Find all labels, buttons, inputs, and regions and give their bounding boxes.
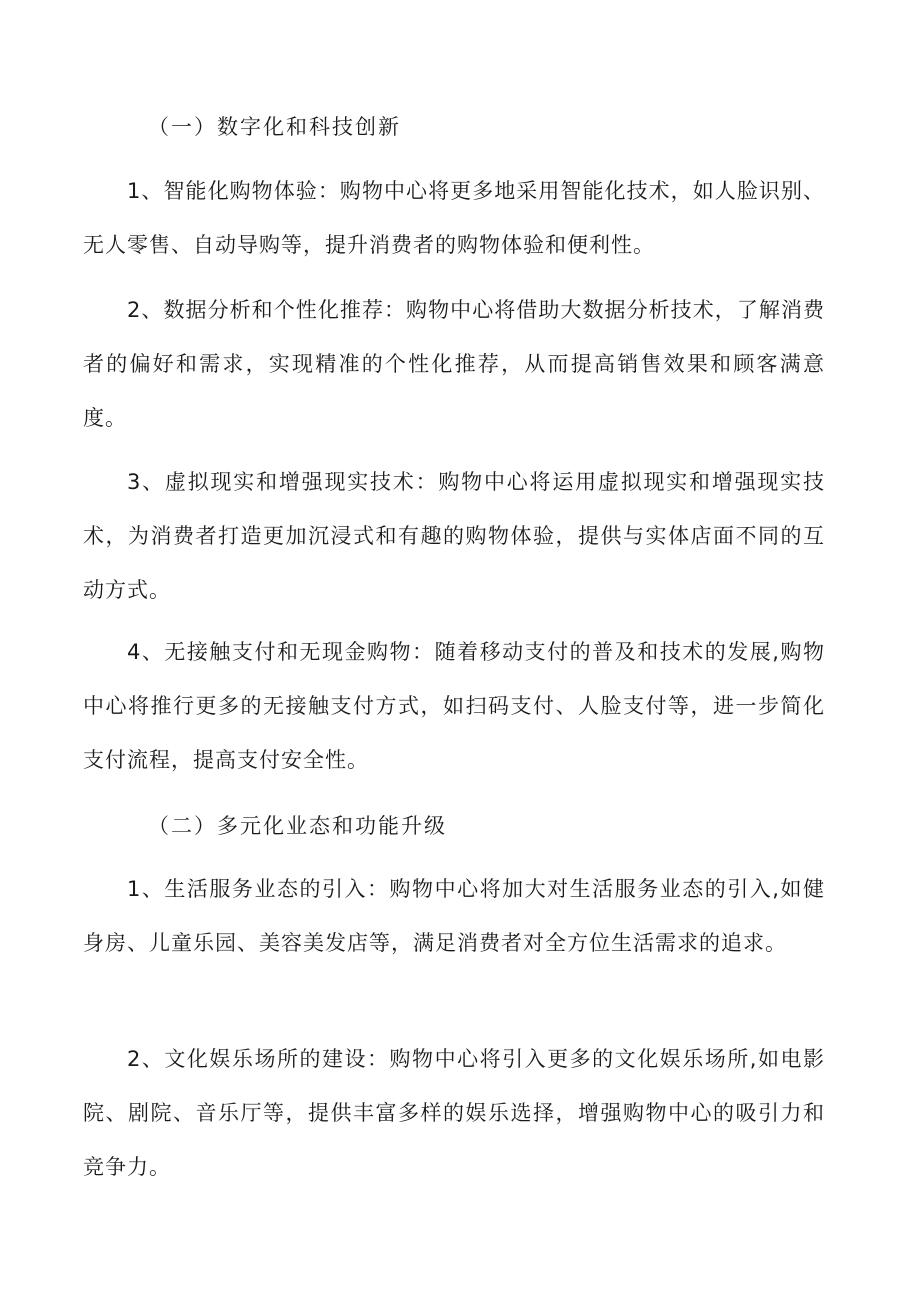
section-heading-1: （一）数字化和科技创新: [148, 115, 401, 139]
paragraph-1-4: 4、无接触支付和无现金购物：随着移动支付的普及和技术的发展,购物中心将推行更多的无接触支付方式，如扫码支付、人脸支付等，进一步简化支付流程，提高支付安全性。: [83, 640, 825, 772]
paragraph-1-3: 3、虚拟现实和增强现实技术：购物中心将运用虚拟现实和增强现实技术，为消费者打造更加沉浸式和有趣的购物体验，提供与实体店面不同的互动方式。: [83, 470, 825, 602]
paragraph-2-1: 1、生活服务业态的引入：购物中心将加大对生活服务业态的引入,如健身房、儿童乐园、美容美发店等，满足消费者对全方位生活需求的追求。: [83, 877, 825, 955]
section-heading-2: （二）多元化业态和功能升级: [148, 814, 447, 838]
paragraph-1-2: 2、数据分析和个性化推荐：购物中心将借助大数据分析技术，了解消费者的偏好和需求，实现精准的个性化推荐，从而提高销售效果和顾客满意度。: [83, 298, 825, 430]
paragraph-2-2: 2、文化娱乐场所的建设：购物中心将引入更多的文化娱乐场所,如电影院、剧院、音乐厅等，提供丰富多样的娱乐选择，增强购物中心的吸引力和竞争力。: [83, 1047, 825, 1179]
paragraph-1-1: 1、智能化购物体验：购物中心将更多地采用智能化技术，如人脸识别、无人零售、自动导购等，提升消费者的购物体验和便利性。: [83, 179, 825, 257]
